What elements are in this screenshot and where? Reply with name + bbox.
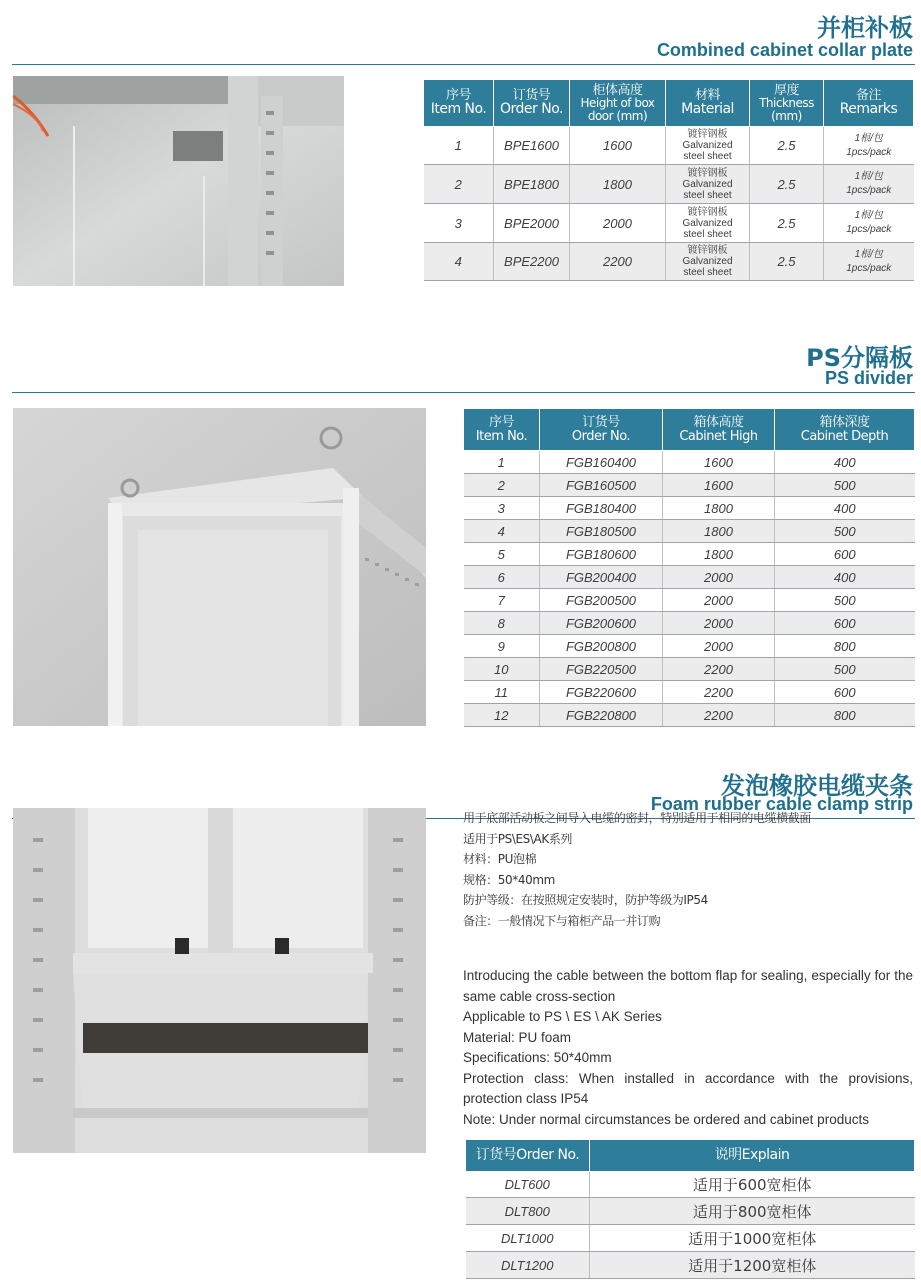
section-divider [12, 392, 915, 393]
cell-height: 1600 [570, 127, 666, 165]
section-title-en: PS divider [824, 368, 913, 388]
cell-high: 2000 [663, 589, 775, 612]
cell-high: 2200 [663, 658, 775, 681]
cell-depth: 500 [775, 474, 915, 497]
table-row [424, 243, 914, 281]
ps-divider-photo [13, 408, 426, 726]
section-title-cn: PS分隔板 [806, 344, 913, 372]
header-order-no: 订货号 Order No. [540, 409, 663, 451]
cell-order: FGB180600 [540, 543, 663, 566]
table-row [464, 635, 915, 658]
cell-order: FGB180400 [540, 497, 663, 520]
desc-cn-line: 备注：一般情况下与箱柜产品一并订购 [463, 913, 661, 928]
header-item-no: 序号 Item No. [424, 80, 494, 127]
cell-item: 5 [464, 543, 540, 566]
ps-divider-table [463, 408, 915, 727]
cell-order: FGB220800 [540, 704, 663, 727]
cell-item: 9 [464, 635, 540, 658]
cell-remarks: 1根/包 1pcs/pack [824, 204, 914, 243]
cell-height: 2200 [570, 243, 666, 281]
cell-order: FGB200600 [540, 612, 663, 635]
desc-cn-line: 适用于PS\ES\AK系列 [463, 831, 573, 846]
table-row [464, 612, 915, 635]
clamp-strip-table [465, 1139, 915, 1279]
cell-depth: 400 [775, 566, 915, 589]
cell-order: FGB180500 [540, 520, 663, 543]
desc-cn-line: 材料：PU泡棉 [463, 852, 537, 866]
cell-order: FGB220600 [540, 681, 663, 704]
table-row [464, 497, 915, 520]
desc-en-line: Note: Under normal circumstances be ordered and cabinet products [463, 1111, 869, 1127]
desc-en-line: Material: PU foam [463, 1029, 572, 1045]
cell-height: 1800 [570, 165, 666, 204]
desc-cn-line: 防护等级：在按照规定安装时，防护等级为IP54 [463, 893, 708, 907]
cell-remarks: 1根/包 1pcs/pack [824, 243, 914, 281]
header-order-no: 订货号Order No. [466, 1140, 590, 1172]
cell-order: DLT800 [466, 1198, 590, 1225]
collar-plate-photo [13, 76, 344, 286]
cell-order: BPE1600 [494, 127, 570, 165]
cell-order: BPE1800 [494, 165, 570, 204]
cell-item: 8 [464, 612, 540, 635]
cell-depth: 400 [775, 451, 915, 474]
cell-order: FGB200400 [540, 566, 663, 589]
cell-explain: 适用于800宽柜体 [590, 1198, 915, 1225]
cell-high: 1600 [663, 474, 775, 497]
desc-cn-line: 规格：50*40mm [463, 872, 555, 887]
header-height: 柜体高度 Height of box door (mm) [570, 80, 666, 127]
header-cabinet-depth: 箱体深度 Cabinet Depth [775, 409, 915, 451]
cell-depth: 400 [775, 497, 915, 520]
table-row [424, 204, 914, 243]
cell-material: 镀锌钢板 Galvanized steel sheet [666, 165, 750, 204]
table-row [424, 127, 914, 165]
header-thickness: 厚度 Thickness (mm) [750, 80, 824, 127]
description-cn [463, 808, 913, 931]
cell-order: DLT1000 [466, 1225, 590, 1252]
cell-item: 12 [464, 704, 540, 727]
cell-high: 1800 [663, 520, 775, 543]
table-row [464, 658, 915, 681]
cell-item: 3 [424, 204, 494, 243]
cell-item: 2 [424, 165, 494, 204]
cell-high: 1800 [663, 497, 775, 520]
cell-material: 镀锌钢板 Galvanized steel sheet [666, 127, 750, 165]
section-title-en: Foam rubber cable clamp strip [650, 794, 913, 814]
table-row [466, 1172, 915, 1198]
cell-order: FGB160400 [540, 451, 663, 474]
cell-high: 1800 [663, 543, 775, 566]
cell-item: 2 [464, 474, 540, 497]
cell-depth: 800 [775, 704, 915, 727]
desc-en-line: Protection class: When installed in accordance with the provisions, protection class IP54 [463, 1070, 913, 1106]
header-item-no: 序号 Item No. [464, 409, 540, 451]
table-row [464, 520, 915, 543]
table-row [464, 474, 915, 497]
table-row [466, 1198, 915, 1225]
header-order-no: 订货号 Order No. [494, 80, 570, 127]
table-row [464, 704, 915, 727]
cell-depth: 500 [775, 589, 915, 612]
cell-high: 2200 [663, 681, 775, 704]
cell-material: 镀锌钢板 Galvanized steel sheet [666, 204, 750, 243]
cell-item: 3 [464, 497, 540, 520]
cell-order: FGB160500 [540, 474, 663, 497]
cell-order: BPE2000 [494, 204, 570, 243]
cell-item: 4 [464, 520, 540, 543]
cell-depth: 600 [775, 612, 915, 635]
table-row [466, 1252, 915, 1279]
cell-depth: 600 [775, 681, 915, 704]
table-row [424, 165, 914, 204]
cell-high: 2000 [663, 635, 775, 658]
cell-order: FGB200800 [540, 635, 663, 658]
header-remarks: 备注 Remarks [824, 80, 914, 127]
desc-en-line: Introducing the cable between the bottom flap for sealing, especially for the same cable cross-section [463, 968, 913, 1004]
cell-thickness: 2.5 [750, 243, 824, 281]
cell-explain: 适用于1200宽柜体 [590, 1252, 915, 1279]
cell-depth: 500 [775, 520, 915, 543]
table-row [464, 543, 915, 566]
cell-explain: 适用于1000宽柜体 [590, 1225, 915, 1252]
cell-thickness: 2.5 [750, 204, 824, 243]
clamp-strip-photo [13, 808, 426, 1153]
cell-order: BPE2200 [494, 243, 570, 281]
cell-item: 7 [464, 589, 540, 612]
table-row [464, 451, 915, 474]
cell-remarks: 1根/包 1pcs/pack [824, 127, 914, 165]
description-en [463, 966, 913, 1130]
section-title-cn: 发泡橡胶电缆夹条 [721, 772, 913, 800]
cell-explain: 适用于600宽柜体 [590, 1172, 915, 1198]
cell-high: 2000 [663, 612, 775, 635]
cell-remarks: 1根/包 1pcs/pack [824, 165, 914, 204]
cell-depth: 800 [775, 635, 915, 658]
cell-order: FGB220500 [540, 658, 663, 681]
collar-plate-table [423, 79, 914, 281]
cell-thickness: 2.5 [750, 127, 824, 165]
table-header-row [464, 409, 915, 451]
table-row [464, 681, 915, 704]
header-material: 材料 Material [666, 80, 750, 127]
section-divider [12, 64, 915, 65]
desc-en-line: Applicable to PS \ ES \ AK Series [463, 1009, 662, 1024]
cell-item: 1 [424, 127, 494, 165]
table-header-row [424, 80, 914, 127]
desc-cn-line: 用于底部活动板之间导入电缆的密封，特别适用于相同的电缆横截面 [463, 811, 812, 825]
cell-thickness: 2.5 [750, 165, 824, 204]
section-title-cn: 并柜补板 [817, 14, 913, 42]
cell-material: 镀锌钢板 Galvanized steel sheet [666, 243, 750, 281]
cell-item: 10 [464, 658, 540, 681]
cell-high: 2000 [663, 566, 775, 589]
section-title-en: Combined cabinet collar plate [656, 40, 913, 60]
cell-item: 4 [424, 243, 494, 281]
header-explain: 说明Explain [590, 1140, 915, 1172]
cell-depth: 500 [775, 658, 915, 681]
cell-height: 2000 [570, 204, 666, 243]
table-row [466, 1225, 915, 1252]
desc-en-line: Specifications: 50*40mm [463, 1050, 612, 1065]
cell-high: 1600 [663, 451, 775, 474]
cell-order: FGB200500 [540, 589, 663, 612]
cell-depth: 600 [775, 543, 915, 566]
cell-item: 6 [464, 566, 540, 589]
table-row [464, 589, 915, 612]
cell-item: 11 [464, 681, 540, 704]
cell-order: DLT1200 [466, 1252, 590, 1279]
header-cabinet-high: 箱体高度 Cabinet High [663, 409, 775, 451]
table-row [464, 566, 915, 589]
cell-order: DLT600 [466, 1172, 590, 1198]
cell-high: 2200 [663, 704, 775, 727]
cell-item: 1 [464, 451, 540, 474]
table-header-row [466, 1140, 915, 1172]
